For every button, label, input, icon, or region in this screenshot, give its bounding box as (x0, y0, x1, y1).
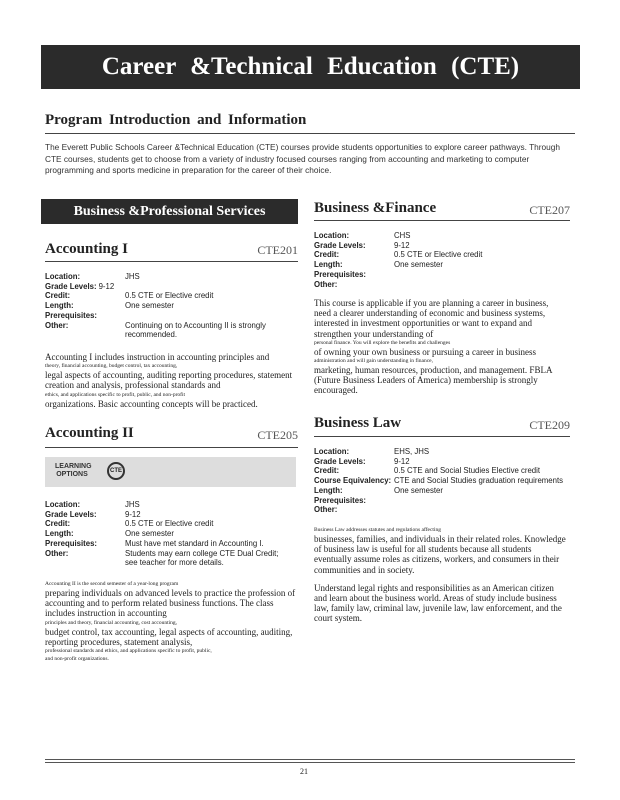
category-bar: Business &Professional Services (41, 199, 298, 224)
divider (314, 436, 570, 437)
course-code: CTE207 (529, 203, 570, 217)
divider (45, 133, 575, 134)
course-info: Location: JHS Grade Levels: 9-12 Credit: 0.5 CTE or Elective credit Length: One semester Prerequisites: Other: Continuing on to Accounting II is strongly recommended. (45, 272, 266, 340)
course-info: Location: EHS, JHS Grade Levels: 9-12 Credit: 0.5 CTE and Social Studies Elective credit Course Equivalency: CTE and Social Studies graduation requirements Length: One semester Prerequisites: Other: (314, 447, 564, 515)
course-info: Location: CHS Grade Levels: 9-12 Credit: 0.5 CTE or Elective credit Length: One semester Prerequisites: Other: (314, 231, 483, 289)
learning-options-label: LEARNING OPTIONS (55, 463, 92, 478)
page-title-banner: Career &Technical Education (CTE) (41, 45, 580, 89)
course-description: Accounting I includes instruction in accounting principles and theory, financial accounting, budget control, tax accounting, legal aspects of accounting, auditing reporting procedures, statement creation and analysis, professional standards and ethics, and applications specific to profit, public, and non-profit organizations. Basic accounting concepts will be practiced. (45, 352, 293, 409)
cte-dual-credit-icon: CTE (107, 462, 125, 480)
divider (45, 261, 298, 262)
footer-divider (45, 762, 575, 763)
page-number: 21 (300, 767, 308, 776)
course-title-business-finance: Business &Finance (314, 200, 437, 216)
course-code: CTE205 (257, 428, 298, 442)
divider (45, 447, 298, 448)
course-title-business-law: Business Law (314, 415, 402, 431)
footer-divider (45, 759, 575, 760)
course-description: Accounting II is the second semester of a year-long program preparing individuals on advanced levels to practice the profession of accounting and to perform related business functions. The class includes instruction in accounting principles and theory, financial accounting, cost accounting, budget control, tax accounting, legal aspects of accounting, auditing, reporting procedures, statement analysis, professional standards and ethics, and applications specific to profit, public, and non-profit organizations. (45, 581, 296, 663)
intro-paragraph: The Everett Public Schools Career &Technical Education (CTE) courses provide students opportunities to explore career pathways. Through CTE courses, students get to choose from a variety of industry focused courses ranging from accounting and marketing to computer programming and sports medicine in preparation for the career of their choice. (45, 142, 560, 175)
course-info: Location: JHS Grade Levels: 9-12 Credit: 0.5 CTE or Elective credit Length: One semester Prerequisites: Must have met standard in Accounting I. Other: Students may earn college CTE Dual Credit; see teacher for more details. (45, 500, 279, 568)
course-title-accounting-1: Accounting I (45, 241, 128, 257)
section-heading: Program Introduction and Information (45, 112, 307, 128)
divider (314, 220, 570, 221)
course-description: Business Law addresses statutes and regulations affecting businesses, families, and individuals in their related roles. Knowledge of business law is useful for all students because all students eventually assume roles as citizens, workers, and consumers in their communities and in society. Understand legal rights and responsibilities as an American citizen and learn about the business world. Areas of study include business law, family law, criminal law, juvenile law, law enforcement, and the court system. (314, 527, 566, 624)
course-title-accounting-2: Accounting II (45, 425, 134, 441)
course-description: This course is applicable if you are planning a career in business, need a clearer understanding of economic and business systems, interested in investment opportunities or want to expand and strengthen your understanding of personal finance. You will explore the benefits and challenges of owning your own business or pursuing a career in business administration and will gain understanding in finance, marketing, human resources, production, and management. FBLA (Future Business Leaders of America) membership is strongly encouraged. (314, 298, 552, 396)
course-code: CTE201 (257, 243, 298, 257)
course-code: CTE209 (529, 418, 570, 432)
